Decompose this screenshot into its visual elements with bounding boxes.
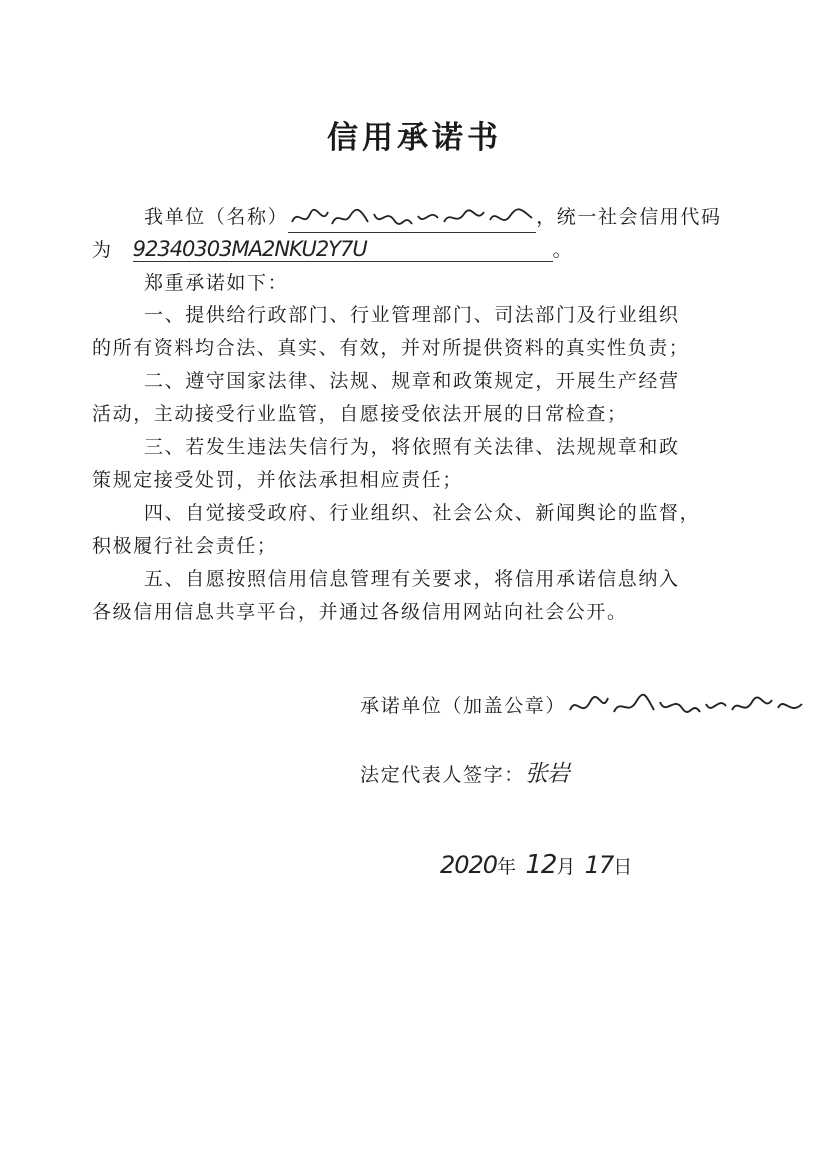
company-name-signature-icon (288, 204, 536, 232)
solemn-statement: 郑重承诺如下： (144, 272, 289, 294)
unit-signature-icon (566, 690, 806, 724)
credit-code-field: 92340303MA2NKU2Y7U (133, 237, 553, 262)
rep-signature-line (360, 755, 569, 788)
code-end: 。 (552, 239, 574, 261)
code-lead: 为 (92, 239, 113, 261)
date-day: 17 (584, 851, 614, 879)
unit-signature-line (360, 690, 806, 724)
item-4-line-1: 四、自觉接受政府、行业组织、社会公众、新闻舆论的监督， (144, 502, 701, 524)
intro-name-line (144, 202, 722, 233)
item-1-line-1: 一、提供给行政部门、行业管理部门、司法部门及行业组织 (144, 304, 680, 326)
item-4-line-2: 积极履行社会责任； (92, 535, 278, 557)
item-3-line-2: 策规定接受处罚，并依法承担相应责任； (92, 469, 463, 491)
intro-code-line (92, 235, 573, 262)
unit-label: 承诺单位（加盖公章） (360, 695, 567, 717)
date-month: 12 (525, 850, 557, 880)
item-2-line-1: 二、遵守国家法律、法规、规章和政策规定，开展生产经营 (144, 370, 680, 392)
rep-label: 法定代表人签字： (360, 764, 525, 786)
rep-signature: 张岩 (524, 761, 569, 787)
item-1-line-2: 的所有资料均合法、真实、有效，并对所提供资料的真实性负责； (92, 337, 690, 359)
date-day-unit: 日 (613, 856, 634, 878)
sign-date (440, 850, 634, 880)
item-5-line-2: 各级信用信息共享平台，并通过各级信用网站向社会公开。 (92, 601, 628, 623)
date-year: 2020 (440, 851, 498, 879)
name-prefix: 我单位（名称） (144, 206, 289, 228)
document-title: 信用承诺书 (327, 120, 502, 156)
company-name-field (288, 204, 536, 233)
date-month-unit: 月 (556, 856, 578, 878)
item-3-line-1: 三、若发生违法失信行为，将依照有关法律、法规规章和政 (144, 436, 680, 458)
code-prefix: ，统一社会信用代码 (536, 206, 722, 228)
date-year-unit: 年 (497, 856, 518, 878)
item-2-line-2: 活动，主动接受行业监管，自愿接受依法开展的日常检查； (92, 403, 628, 425)
item-5-line-1: 五、自愿按照信用信息管理有关要求，将信用承诺信息纳入 (144, 568, 680, 590)
